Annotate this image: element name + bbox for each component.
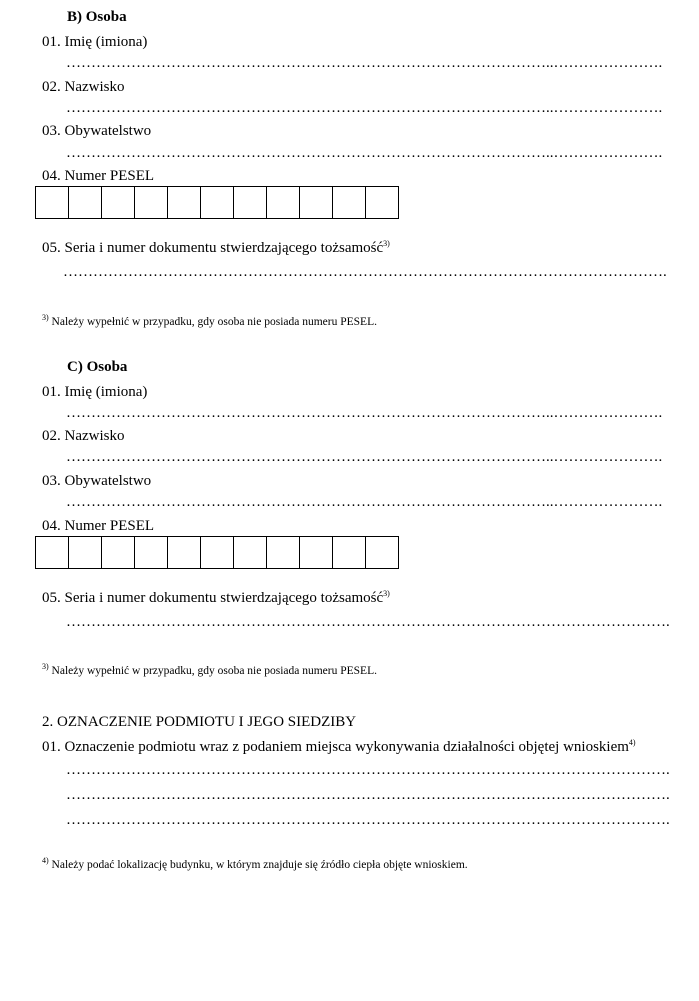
person-b-id-document-label: 05. Seria i numer dokumentu stwierdzającego tożsamość$^{3)}$ [42, 239, 390, 256]
pesel-digit-box[interactable] [135, 187, 168, 218]
entity-location-field-line-1[interactable]: …………………………………………………………………………………………………………. [66, 762, 670, 778]
pesel-digit-box[interactable] [69, 187, 102, 218]
person-b-surname-field[interactable]: ……………………………………………………………………………………..…………………. [66, 100, 663, 116]
pesel-digit-box[interactable] [366, 537, 399, 568]
pesel-digit-box[interactable] [300, 187, 333, 218]
pesel-digit-box[interactable] [36, 187, 69, 218]
pesel-digit-box[interactable] [201, 537, 234, 568]
pesel-digit-box[interactable] [168, 187, 201, 218]
person-b-citizenship-label: 03. Obywatelstwo [42, 123, 152, 139]
pesel-digit-box[interactable] [300, 537, 333, 568]
entity-location-field-line-2[interactable]: …………………………………………………………………………………………………………. [66, 787, 670, 803]
pesel-digit-box[interactable] [234, 537, 267, 568]
person-c-surname-field[interactable]: ……………………………………………………………………………………..…………………. [66, 449, 663, 465]
person-b-citizenship-field[interactable]: ……………………………………………………………………………………..…………………. [66, 145, 663, 161]
person-c-first-name-field[interactable]: ……………………………………………………………………………………..…………………. [66, 405, 663, 421]
entity-location-field-line-3[interactable]: …………………………………………………………………………………………………………. [66, 812, 670, 828]
entity-location-label: 01. Oznaczenie podmiotu wraz z podaniem miejsca wykonywania działalności objętej wnioskiem$^{4)}$ [42, 738, 636, 755]
person-c-footnote: $^{3)}$ Należy wypełnić w przypadku, gdy osoba nie posiada numeru PESEL. [42, 662, 377, 677]
person-c-pesel-boxes[interactable] [35, 536, 399, 569]
section-2-footnote: $^{4)}$ Należy podać lokalizację budynku, w którym znajduje się źródło ciepła objęte wnioskiem. [42, 856, 468, 871]
pesel-digit-box[interactable] [333, 537, 366, 568]
person-b-pesel-boxes[interactable] [35, 186, 399, 219]
person-b-id-document-field[interactable]: …………………………………………………………………………………………………………. [63, 264, 667, 280]
pesel-digit-box[interactable] [168, 537, 201, 568]
person-c-pesel-label: 04. Numer PESEL [42, 518, 155, 534]
pesel-digit-box[interactable] [36, 537, 69, 568]
person-b-footnote: $^{3)}$ Należy wypełnić w przypadku, gdy osoba nie posiada numeru PESEL. [42, 313, 377, 328]
person-b-heading: B) Osoba [67, 9, 127, 25]
person-b-first-name-field[interactable]: ……………………………………………………………………………………..…………………. [66, 55, 663, 71]
pesel-digit-box[interactable] [135, 537, 168, 568]
person-b-first-name-label: 01. Imię (imiona) [42, 34, 148, 50]
pesel-digit-box[interactable] [102, 537, 135, 568]
pesel-digit-box[interactable] [366, 187, 399, 218]
pesel-digit-box[interactable] [267, 537, 300, 568]
person-c-id-document-label: 05. Seria i numer dokumentu stwierdzającego tożsamość$^{3)}$ [42, 589, 390, 606]
person-c-citizenship-label: 03. Obywatelstwo [42, 473, 152, 489]
section-2-title: 2. OZNACZENIE PODMIOTU I JEGO SIEDZIBY [42, 714, 357, 730]
person-b-pesel-label: 04. Numer PESEL [42, 168, 155, 184]
person-c-heading: C) Osoba [67, 359, 128, 375]
person-c-first-name-label: 01. Imię (imiona) [42, 384, 148, 400]
pesel-digit-box[interactable] [201, 187, 234, 218]
pesel-digit-box[interactable] [267, 187, 300, 218]
person-b-surname-label: 02. Nazwisko [42, 79, 125, 95]
person-c-surname-label: 02. Nazwisko [42, 428, 125, 444]
pesel-digit-box[interactable] [69, 537, 102, 568]
pesel-digit-box[interactable] [234, 187, 267, 218]
pesel-digit-box[interactable] [102, 187, 135, 218]
person-c-citizenship-field[interactable]: ……………………………………………………………………………………..…………………. [66, 494, 663, 510]
pesel-digit-box[interactable] [333, 187, 366, 218]
person-c-id-document-field[interactable]: …………………………………………………………………………………………………………. [66, 614, 670, 630]
